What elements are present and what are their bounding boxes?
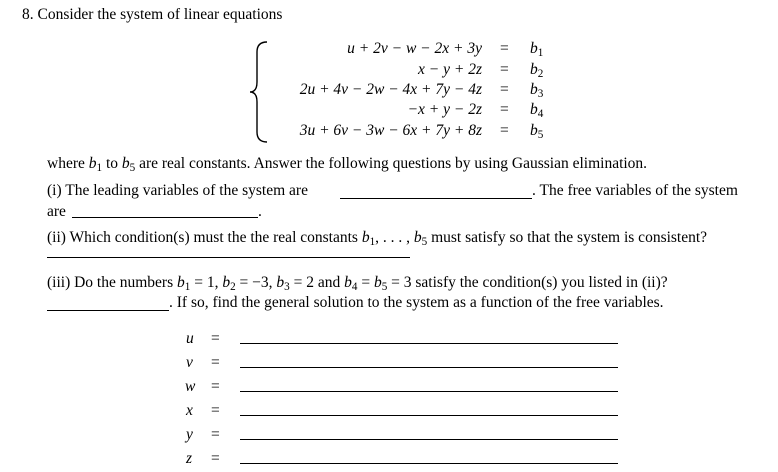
part-i-text-c: are bbox=[47, 203, 66, 220]
equation-row bbox=[250, 40, 482, 60]
equation-rhs: $b_3$ bbox=[530, 81, 544, 100]
part-i-text-b: . The free variables of the system bbox=[532, 182, 738, 199]
equals-sign: = bbox=[211, 330, 220, 347]
solution-var-x: x bbox=[186, 402, 193, 419]
equation-lhs: −x + y − 2z bbox=[407, 101, 482, 118]
equals-sign: = bbox=[500, 61, 509, 78]
problem-number: 8. bbox=[22, 6, 34, 23]
solution-w-answer-line[interactable] bbox=[240, 391, 618, 392]
equals-sign: = bbox=[211, 354, 220, 371]
part-iii-instruction: . If so, find the general solution to the system as a function of the free variables. bbox=[169, 294, 664, 311]
solution-var-z: z bbox=[186, 450, 193, 467]
solution-z-answer-line[interactable] bbox=[240, 463, 618, 464]
equals-sign: = bbox=[500, 122, 509, 139]
yes-no-answer-line[interactable] bbox=[47, 310, 169, 311]
equation-rhs: $b_2$ bbox=[530, 61, 544, 80]
part-ii-question: (ii) Which condition(s) must the the real constants $b_1$, . . . , $b_5$ must satisfy so that the system is consistent? bbox=[47, 229, 708, 248]
where-statement: where $b_1$ to $b_5$ are real constants. Answer the following questions by using Gaussian elimination. bbox=[47, 155, 648, 174]
equals-sign: = bbox=[211, 450, 220, 467]
free-variables-answer-line[interactable] bbox=[72, 217, 258, 218]
equation-row bbox=[250, 61, 482, 81]
solution-var-w: w bbox=[185, 378, 196, 395]
solution-x-answer-line[interactable] bbox=[240, 415, 618, 416]
equation-row bbox=[250, 122, 482, 142]
equals-sign: = bbox=[500, 81, 509, 98]
equation-lhs: u + 2v − w − 2x + 3y bbox=[347, 40, 482, 57]
equals-sign: = bbox=[500, 101, 509, 118]
equals-sign: = bbox=[211, 378, 220, 395]
part-i-period: . bbox=[258, 203, 262, 220]
equation-rhs: $b_4$ bbox=[530, 101, 544, 120]
problem-title: Consider the system of linear equations bbox=[37, 6, 283, 23]
leading-variables-answer-line[interactable] bbox=[340, 198, 532, 199]
equation-lhs: 3u + 6v − 3w − 6x + 7y + 8z bbox=[299, 122, 482, 139]
equation-lhs: x − y + 2z bbox=[418, 61, 482, 78]
problem-heading bbox=[22, 6, 282, 24]
solution-var-v: v bbox=[186, 354, 193, 371]
equation-row bbox=[250, 101, 482, 121]
equation-row bbox=[250, 81, 482, 101]
equals-sign: = bbox=[211, 426, 220, 443]
solution-var-y: y bbox=[186, 426, 193, 443]
equation-rhs: $b_1$ bbox=[530, 40, 544, 59]
equals-sign: = bbox=[211, 402, 220, 419]
solution-u-answer-line[interactable] bbox=[240, 343, 618, 344]
equals-sign: = bbox=[500, 40, 509, 57]
part-iii-question: (iii) Do the numbers $b_1 = 1$, $b_2 = -3$, $b_3 = 2$ and $b_4 = b_5 = 3$ satisfy the condition(s) you listed in (ii)? bbox=[47, 274, 668, 293]
solution-var-u: u bbox=[186, 330, 194, 347]
equation-rhs: $b_5$ bbox=[530, 122, 544, 141]
solution-y-answer-line[interactable] bbox=[240, 439, 618, 440]
consistency-condition-answer-line[interactable] bbox=[47, 257, 410, 258]
part-i-text-a: (i) The leading variables of the system are bbox=[47, 182, 308, 199]
equation-lhs: 2u + 4v − 2w − 4x + 7y − 4z bbox=[299, 81, 482, 98]
solution-v-answer-line[interactable] bbox=[240, 367, 618, 368]
